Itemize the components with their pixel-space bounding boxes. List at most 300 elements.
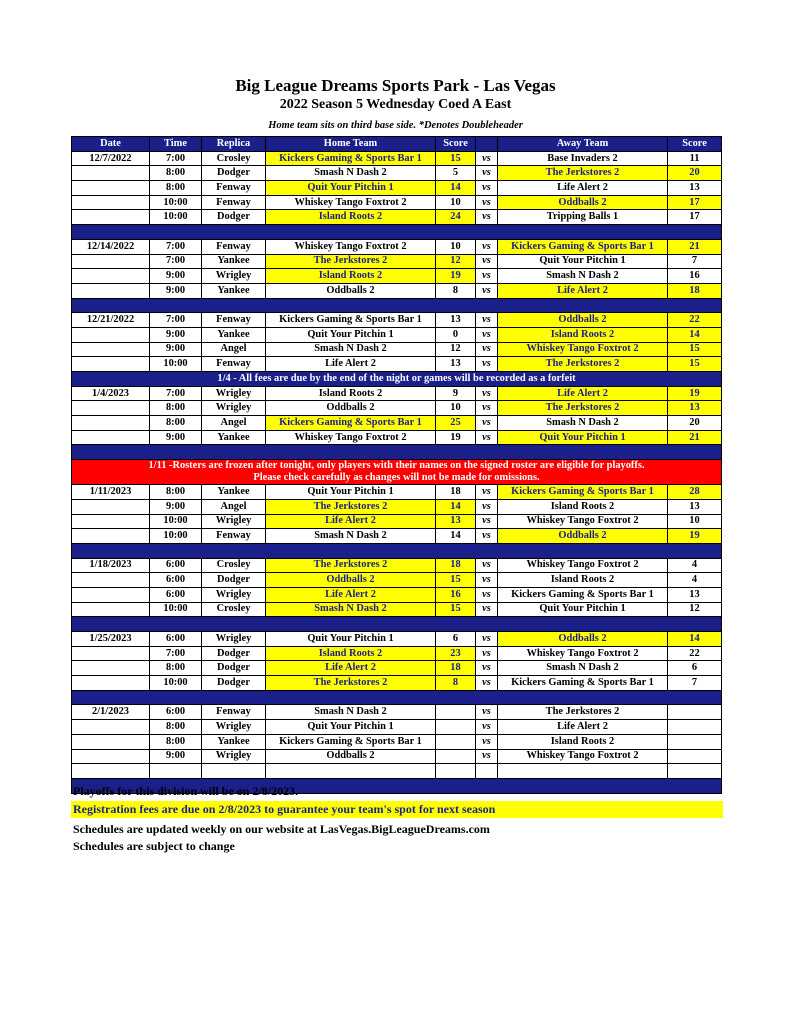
game-row [72,529,722,544]
game-replica: Yankee [202,283,266,298]
game-replica: Wrigley [202,269,266,284]
separator-row [72,543,722,558]
away-team: Kickers Gaming & Sports Bar 1 [498,587,668,602]
away-team: Quit Your Pitchin 1 [498,254,668,269]
vs-label: vs [476,313,498,328]
home-score: 24 [436,210,476,225]
home-team: Kickers Gaming & Sports Bar 1 [266,313,436,328]
game-row [72,514,722,529]
separator-row [72,445,722,460]
game-row [72,734,722,749]
vs-label: vs [476,151,498,166]
away-score: 13 [668,499,722,514]
away-team: Island Roots 2 [498,499,668,514]
game-time: 7:00 [150,386,202,401]
away-score: 10 [668,514,722,529]
game-time: 8:00 [150,720,202,735]
home-score: 18 [436,558,476,573]
game-row [72,499,722,514]
game-time: 8:00 [150,661,202,676]
home-team: Quit Your Pitchin 1 [266,327,436,342]
page-subtitle: 2022 Season 5 Wednesday Coed A East [279,97,512,112]
game-replica: Wrigley [202,720,266,735]
game-time: 10:00 [150,676,202,691]
game-time: 7:00 [150,313,202,328]
game-replica: Dodger [202,573,266,588]
game-time: 6:00 [150,558,202,573]
game-replica: Wrigley [202,632,266,647]
vs-label: vs [476,646,498,661]
vs-label: vs [476,676,498,691]
away-score: 16 [668,269,722,284]
separator-cell [72,617,722,632]
vs-label: vs [476,357,498,372]
home-team: Quit Your Pitchin 1 [266,632,436,647]
away-team: Life Alert 2 [498,181,668,196]
home-score: 15 [436,573,476,588]
vs-label: vs [476,342,498,357]
game-replica: Yankee [202,485,266,500]
game-date [72,357,150,372]
home-team: Kickers Gaming & Sports Bar 1 [266,151,436,166]
home-score: 9 [436,386,476,401]
col-header-home-score: Score [436,137,476,152]
home-score: 16 [436,587,476,602]
vs-label: vs [476,430,498,445]
game-date [72,529,150,544]
game-row [72,210,722,225]
game-replica: Wrigley [202,749,266,764]
game-time: 10:00 [150,195,202,210]
game-row [72,166,722,181]
separator-cell [72,445,722,460]
away-score [668,734,722,749]
away-team: Island Roots 2 [498,734,668,749]
home-score: 14 [436,499,476,514]
game-time: 7:00 [150,151,202,166]
game-replica: Yankee [202,430,266,445]
home-score: 0 [436,327,476,342]
away-team: Oddballs 2 [498,529,668,544]
vs-label: vs [476,499,498,514]
away-score: 18 [668,283,722,298]
game-time: 9:00 [150,269,202,284]
away-team: Island Roots 2 [498,573,668,588]
game-replica: Crosley [202,558,266,573]
game-date [72,749,150,764]
game-time: 9:00 [150,327,202,342]
home-score: 6 [436,632,476,647]
away-team: Oddballs 2 [498,195,668,210]
vs-label: vs [476,573,498,588]
vs-label: vs [476,705,498,720]
game-row [72,283,722,298]
col-header-date: Date [72,137,150,152]
home-team: Island Roots 2 [266,646,436,661]
away-score: 7 [668,254,722,269]
game-time: 9:00 [150,749,202,764]
game-date [72,514,150,529]
away-team: Smash N Dash 2 [498,416,668,431]
home-team: Whiskey Tango Foxtrot 2 [266,239,436,254]
game-replica: Fenway [202,705,266,720]
game-date [72,327,150,342]
away-team: Island Roots 2 [498,327,668,342]
home-team: Quit Your Pitchin 1 [266,485,436,500]
vs-label: vs [476,720,498,735]
game-row [72,430,722,445]
game-row [72,313,722,328]
vs-label: vs [476,210,498,225]
home-team: Life Alert 2 [266,587,436,602]
home-team: Quit Your Pitchin 1 [266,720,436,735]
separator-row [72,225,722,240]
away-score: 22 [668,313,722,328]
away-team: Whiskey Tango Foxtrot 2 [498,342,668,357]
game-row [72,181,722,196]
game-date: 2/1/2023 [72,705,150,720]
game-date: 1/11/2023 [72,485,150,500]
game-time: 8:00 [150,181,202,196]
game-replica: Angel [202,342,266,357]
vs-label: vs [476,269,498,284]
game-replica: Wrigley [202,386,266,401]
away-team: Whiskey Tango Foxtrot 2 [498,646,668,661]
home-team: The Jerkstores 2 [266,254,436,269]
vs-label: vs [476,401,498,416]
game-replica: Angel [202,416,266,431]
away-team [498,764,668,779]
game-time: 9:00 [150,342,202,357]
separator-cell [72,225,722,240]
away-score: 13 [668,401,722,416]
home-team: The Jerkstores 2 [266,676,436,691]
home-score [436,720,476,735]
away-score [668,705,722,720]
separator-cell [72,298,722,313]
away-score: 7 [668,676,722,691]
subject-to-change-note: Schedules are subject to change [73,839,235,853]
game-replica: Wrigley [202,514,266,529]
home-score [436,764,476,779]
game-time: 8:00 [150,485,202,500]
home-score: 19 [436,430,476,445]
home-score: 10 [436,401,476,416]
home-score: 13 [436,357,476,372]
game-time: 7:00 [150,646,202,661]
game-replica: Fenway [202,181,266,196]
game-row [72,558,722,573]
away-team: Smash N Dash 2 [498,661,668,676]
away-score: 28 [668,485,722,500]
game-row [72,587,722,602]
separator-row [72,690,722,705]
away-team: Life Alert 2 [498,720,668,735]
game-date [72,734,150,749]
away-score: 6 [668,661,722,676]
game-date [72,430,150,445]
game-row [72,386,722,401]
away-team: Kickers Gaming & Sports Bar 1 [498,676,668,691]
game-time: 7:00 [150,254,202,269]
home-team: Kickers Gaming & Sports Bar 1 [266,416,436,431]
col-header-time: Time [150,137,202,152]
home-score: 8 [436,676,476,691]
col-header-away-score: Score [668,137,722,152]
game-replica: Wrigley [202,401,266,416]
away-score: 17 [668,210,722,225]
game-time: 7:00 [150,239,202,254]
game-date [72,661,150,676]
game-time: 10:00 [150,529,202,544]
home-team: Oddballs 2 [266,401,436,416]
roster-alert-row [72,460,722,485]
away-score: 19 [668,529,722,544]
vs-label: vs [476,166,498,181]
game-date [72,602,150,617]
game-date [72,210,150,225]
game-replica: Dodger [202,661,266,676]
away-score: 13 [668,587,722,602]
game-replica: Fenway [202,357,266,372]
game-date [72,269,150,284]
away-team: Base Invaders 2 [498,151,668,166]
game-replica: Crosley [202,151,266,166]
home-score: 25 [436,416,476,431]
vs-label: vs [476,195,498,210]
home-team: Oddballs 2 [266,573,436,588]
game-replica: Angel [202,499,266,514]
vs-label: vs [476,661,498,676]
game-date: 1/25/2023 [72,632,150,647]
game-replica [202,764,266,779]
game-row [72,705,722,720]
home-team: Smash N Dash 2 [266,529,436,544]
game-date: 1/18/2023 [72,558,150,573]
home-score: 18 [436,661,476,676]
game-date [72,416,150,431]
game-row [72,195,722,210]
home-team: Whiskey Tango Foxtrot 2 [266,430,436,445]
game-date [72,587,150,602]
game-time [150,764,202,779]
home-team: Life Alert 2 [266,357,436,372]
away-team: The Jerkstores 2 [498,357,668,372]
vs-label: vs [476,283,498,298]
home-team: Island Roots 2 [266,386,436,401]
home-score: 5 [436,166,476,181]
away-team: Quit Your Pitchin 1 [498,430,668,445]
away-team: The Jerkstores 2 [498,705,668,720]
home-team: Quit Your Pitchin 1 [266,181,436,196]
game-replica: Fenway [202,313,266,328]
game-row [72,573,722,588]
home-team: Oddballs 2 [266,749,436,764]
game-time: 8:00 [150,166,202,181]
home-team: Island Roots 2 [266,269,436,284]
game-replica: Dodger [202,646,266,661]
col-header-replica: Replica [202,137,266,152]
away-score: 21 [668,239,722,254]
away-score: 15 [668,342,722,357]
home-team: The Jerkstores 2 [266,558,436,573]
away-team: Quit Your Pitchin 1 [498,602,668,617]
game-date [72,283,150,298]
vs-label: vs [476,749,498,764]
away-team: Smash N Dash 2 [498,269,668,284]
away-score: 15 [668,357,722,372]
away-score: 20 [668,166,722,181]
game-time: 9:00 [150,283,202,298]
away-score: 4 [668,573,722,588]
roster-alert-line-1: 1/11 -Rosters are frozen after tonight, only players with their names on the signed roster are eligible for playoffs. [148,460,645,472]
home-score: 8 [436,283,476,298]
home-score: 15 [436,602,476,617]
home-team: Island Roots 2 [266,210,436,225]
vs-label: vs [476,529,498,544]
away-team: The Jerkstores 2 [498,401,668,416]
game-replica: Yankee [202,254,266,269]
game-row [72,327,722,342]
away-score: 14 [668,327,722,342]
vs-label: vs [476,734,498,749]
home-score [436,749,476,764]
game-row [72,646,722,661]
game-row [72,602,722,617]
game-row [72,342,722,357]
home-team: Kickers Gaming & Sports Bar 1 [266,734,436,749]
home-team: Oddballs 2 [266,283,436,298]
game-replica: Dodger [202,676,266,691]
home-team: Smash N Dash 2 [266,602,436,617]
away-score [668,749,722,764]
website-note: Schedules are updated weekly on our website at LasVegas.BigLeagueDreams.com [73,822,490,836]
game-row [72,357,722,372]
game-time: 10:00 [150,602,202,617]
game-date [72,401,150,416]
away-team: Whiskey Tango Foxtrot 2 [498,749,668,764]
roster-alert-line-2: Please check carefully as changes will not be made for omissions. [253,472,540,484]
game-date [72,499,150,514]
vs-label: vs [476,181,498,196]
vs-label: vs [476,416,498,431]
home-score: 12 [436,254,476,269]
game-date [72,254,150,269]
game-date [72,181,150,196]
home-score: 10 [436,239,476,254]
separator-row [72,617,722,632]
away-score: 20 [668,416,722,431]
home-score: 12 [436,342,476,357]
away-team: Kickers Gaming & Sports Bar 1 [498,485,668,500]
vs-label: vs [476,254,498,269]
game-time: 6:00 [150,705,202,720]
game-row [72,239,722,254]
away-score: 4 [668,558,722,573]
away-score: 12 [668,602,722,617]
game-replica: Fenway [202,195,266,210]
vs-label: vs [476,386,498,401]
game-time: 10:00 [150,514,202,529]
away-score [668,720,722,735]
away-team: Oddballs 2 [498,313,668,328]
away-team: Whiskey Tango Foxtrot 2 [498,514,668,529]
away-team: Kickers Gaming & Sports Bar 1 [498,239,668,254]
page-title: Big League Dreams Sports Park - Las Vegas [235,76,556,95]
away-score: 17 [668,195,722,210]
home-team: Smash N Dash 2 [266,705,436,720]
game-replica: Yankee [202,327,266,342]
vs-label: vs [476,558,498,573]
game-date [72,720,150,735]
game-time: 6:00 [150,632,202,647]
game-date [72,676,150,691]
game-row [72,661,722,676]
game-date: 12/14/2022 [72,239,150,254]
game-row [72,749,722,764]
home-score: 23 [436,646,476,661]
home-team: Whiskey Tango Foxtrot 2 [266,195,436,210]
away-score: 14 [668,632,722,647]
game-time: 8:00 [150,416,202,431]
home-score [436,705,476,720]
home-score [436,734,476,749]
game-time: 8:00 [150,401,202,416]
schedule-table [71,136,722,794]
game-row [72,485,722,500]
home-score: 19 [436,269,476,284]
home-score: 15 [436,151,476,166]
game-row [72,401,722,416]
game-row [72,632,722,647]
game-row [72,764,722,779]
col-header-away-team: Away Team [498,137,668,152]
home-score: 10 [436,195,476,210]
away-team: Life Alert 2 [498,283,668,298]
game-replica: Dodger [202,166,266,181]
home-score: 13 [436,313,476,328]
away-score: 21 [668,430,722,445]
game-date [72,764,150,779]
home-score: 14 [436,529,476,544]
vs-label: vs [476,587,498,602]
game-row [72,720,722,735]
game-date [72,646,150,661]
home-team: Smash N Dash 2 [266,166,436,181]
game-row [72,254,722,269]
separator-cell [72,690,722,705]
vs-label: vs [476,514,498,529]
game-time: 9:00 [150,430,202,445]
game-row [72,416,722,431]
away-team: Life Alert 2 [498,386,668,401]
game-replica: Yankee [202,734,266,749]
away-team: Whiskey Tango Foxtrot 2 [498,558,668,573]
vs-label: vs [476,327,498,342]
game-row [72,151,722,166]
away-score: 22 [668,646,722,661]
home-score: 14 [436,181,476,196]
vs-label: vs [476,239,498,254]
vs-label: vs [476,632,498,647]
game-replica: Wrigley [202,587,266,602]
game-replica: Fenway [202,239,266,254]
home-team: Life Alert 2 [266,514,436,529]
vs-label [476,764,498,779]
game-time: 10:00 [150,357,202,372]
home-team [266,764,436,779]
registration-note: Registration fees are due on 2/8/2023 to guarantee your team's spot for next season [71,801,723,818]
